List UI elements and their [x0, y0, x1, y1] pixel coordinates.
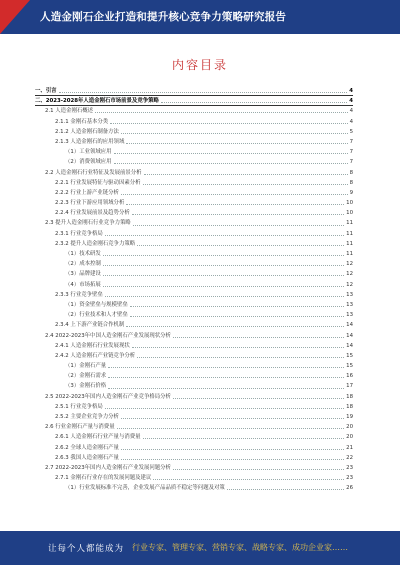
toc-entry-page: 11	[346, 240, 353, 247]
dot-leader	[173, 464, 344, 470]
dot-leader	[108, 383, 344, 389]
toc-entry-label: 2.4.1 人造金刚石行业发展现状	[55, 342, 130, 349]
toc-entry[interactable]	[35, 290, 353, 300]
toc-entry[interactable]	[35, 188, 353, 198]
top-banner	[0, 0, 400, 34]
toc-entry[interactable]	[35, 310, 353, 320]
toc-entry-label: 2.1.3 人造金刚石的应用领域	[55, 138, 125, 145]
toc-entry[interactable]	[35, 371, 353, 381]
toc-entry[interactable]	[35, 320, 353, 330]
toc-entry[interactable]	[35, 392, 353, 402]
dot-leader	[105, 291, 344, 297]
toc-entry-page: 12	[346, 261, 353, 268]
dot-leader	[59, 87, 348, 93]
toc-entry-label: 二、2023-2028年人造金刚石市场前景及竞争策略	[35, 98, 159, 105]
toc-entry-page: 13	[346, 291, 353, 298]
toc-entry-label: （1）行业发展标准不完善，企业发展产品品质不稳定等问题及对策	[65, 485, 225, 492]
toc-entry-page: 18	[346, 393, 353, 400]
toc-entry[interactable]	[35, 280, 353, 290]
toc-entry-page: 5	[349, 128, 353, 135]
toc-entry-label: （1）技术研发	[65, 251, 101, 257]
toc-entry-label: 2.2.4 行业发展前景及趋势分析	[55, 210, 130, 217]
toc-entry-page: 20	[346, 434, 353, 441]
toc-entry[interactable]	[35, 453, 353, 463]
footer-banner	[0, 531, 400, 565]
toc-entry-label: 2.5 2022-2023年国内人造金刚石产业竞争格局分析	[45, 393, 171, 400]
toc-entry-page: 4	[349, 98, 353, 105]
toc-entry[interactable]	[35, 443, 353, 453]
toc-entry-label: 2.7 2022-2023年国内人造金刚石产业发展问题分析	[45, 464, 171, 471]
dot-leader	[144, 169, 348, 175]
toc-entry-page: 9	[349, 189, 353, 196]
toc-entry[interactable]	[35, 341, 353, 351]
toc-entry-page: 11	[346, 220, 353, 227]
toc-entry[interactable]	[35, 208, 353, 218]
toc-entry-page: 11	[346, 230, 353, 237]
toc-entry-label: （4）市场拓展	[65, 281, 101, 288]
toc-entry[interactable]	[35, 432, 353, 442]
toc-entry-page: 12	[346, 281, 353, 288]
toc-entry-label: 2.5.1 行业竞争格局	[55, 403, 103, 410]
footer-slogan: 让每个人都能成为	[48, 544, 125, 554]
toc-entry-label: 2.6 行业金刚石产量与消费量	[45, 424, 115, 431]
toc-entry-label: 2.3.3 行业竞争壁垒	[55, 291, 103, 298]
dot-leader	[137, 352, 344, 358]
toc-entry-page: 23	[346, 464, 353, 471]
toc-entry[interactable]	[35, 218, 353, 228]
toc-entry-label: 2.2.3 行业下游应用领域分析	[55, 200, 125, 207]
toc-entry[interactable]	[35, 249, 353, 259]
toc-entry-page: 7	[349, 159, 353, 166]
dot-leader	[103, 260, 344, 266]
dot-leader	[173, 393, 344, 399]
toc-entry-label: 2.3.1 行业竞争格局	[55, 230, 103, 237]
table-of-contents	[35, 86, 353, 494]
dot-leader	[130, 301, 344, 307]
toc-entry-label: 2.2 人造金刚石行业特征及发展前景分析	[45, 169, 142, 176]
toc-entry-label: 2.1 人造金刚石概述	[45, 108, 94, 115]
dot-leader	[137, 240, 344, 246]
toc-entry[interactable]	[35, 198, 353, 208]
dot-leader	[143, 433, 345, 439]
toc-entry-page: 8	[349, 179, 353, 186]
toc-entry-label: 2.6.2 全球人造金刚石产量	[55, 444, 119, 451]
dot-leader	[143, 179, 348, 185]
toc-entry-label: （2）成本控制	[65, 261, 101, 268]
dot-leader	[121, 454, 344, 460]
toc-entry-page: 4	[349, 88, 353, 94]
toc-entry[interactable]	[35, 269, 353, 279]
toc-entry[interactable]	[35, 127, 353, 137]
toc-entry-page: 23	[346, 475, 353, 482]
toc-entry-label: 2.2.1 行业发展特征与驱动因素分析	[55, 179, 141, 186]
divider	[35, 105, 353, 106]
toc-entry-page: 17	[346, 383, 353, 390]
toc-entry[interactable]	[35, 239, 353, 249]
toc-entry-label: 2.3.4 上下游产业链合作机制	[55, 322, 125, 329]
toc-entry-label: 2.6.3 我国人造金刚石产量	[55, 454, 119, 461]
toc-entry[interactable]	[35, 463, 353, 473]
toc-entry-page: 7	[349, 149, 353, 156]
toc-entry[interactable]	[35, 229, 353, 239]
toc-entry-page: 20	[346, 424, 353, 431]
toc-entry-label: 一、引言	[35, 88, 57, 94]
toc-entry-page: 12	[346, 271, 353, 278]
toc-entry[interactable]	[35, 178, 353, 188]
toc-entry-label: 2.3 提升人造金刚石行业竞争力策略	[45, 220, 131, 227]
red-corner-decoration	[0, 0, 30, 34]
toc-entry-page: 10	[346, 200, 353, 207]
toc-entry[interactable]	[35, 473, 353, 483]
toc-entry-label: 2.5.2 主要企业竞争力分析	[55, 414, 119, 420]
toc-entry-page: 14	[346, 322, 353, 329]
toc-entry[interactable]	[35, 300, 353, 310]
toc-heading: 内容目录	[171, 58, 228, 72]
dot-leader	[130, 311, 344, 317]
toc-entry-label: （3）品牌建设	[65, 271, 101, 278]
footer-tagline: 行业专家、管理专家、营销专家、战略专家、成功企业家……	[132, 543, 348, 552]
toc-entry-label: （1）工业领域应用	[65, 149, 112, 156]
toc-entry[interactable]	[35, 157, 353, 167]
toc-entry-label: 2.4.2 人造金刚石产业链竞争分析	[55, 352, 136, 359]
dot-leader	[153, 474, 344, 480]
dot-leader	[126, 138, 347, 144]
toc-entry[interactable]	[35, 381, 353, 391]
dot-leader	[114, 148, 348, 154]
toc-entry-page: 13	[346, 301, 353, 308]
toc-entry-label: （2）金刚石需求	[65, 373, 107, 380]
dot-leader	[121, 444, 344, 450]
toc-entry-page: 13	[346, 312, 353, 319]
toc-entry-label: （2）行业技术和人才壁垒	[65, 312, 128, 319]
toc-entry-page: 11	[346, 251, 353, 257]
toc-entry-page: 26	[346, 485, 353, 492]
toc-entry-page: 10	[346, 210, 353, 217]
toc-entry[interactable]	[35, 117, 353, 127]
toc-entry-page: 19	[346, 414, 353, 420]
toc-entry[interactable]	[35, 331, 353, 341]
dot-leader	[103, 270, 344, 276]
toc-entry-page: 14	[346, 342, 353, 349]
toc-entry-label: 2.1.1 金刚石基本分类	[55, 118, 109, 125]
dot-leader	[133, 220, 344, 226]
toc-entry[interactable]	[35, 351, 353, 361]
toc-entry-label: 2.6.1 人造金刚石行业产量与消费量	[55, 434, 141, 441]
toc-entry-label: （1）资金壁垒与规模壁垒	[65, 301, 128, 308]
dot-leader	[126, 321, 344, 327]
toc-entry-page: 15	[346, 363, 353, 370]
dot-leader	[132, 209, 344, 215]
toc-entry-page: 21	[346, 444, 353, 451]
dot-leader	[105, 230, 344, 236]
toc-entry[interactable]	[35, 259, 353, 269]
dot-leader	[121, 128, 348, 134]
report-title: 人造金刚石企业打造和提升核心竞争力策略研究报告	[40, 11, 287, 23]
toc-entry-page: 14	[346, 332, 353, 339]
toc-entry-page: 16	[346, 373, 353, 380]
toc-entry[interactable]	[35, 137, 353, 147]
dot-leader	[121, 189, 348, 195]
toc-entry-page: 8	[349, 169, 353, 176]
toc-entry-label: 2.4 2022-2023年中国人造金刚石产业发展现状分析	[45, 332, 171, 339]
dot-leader	[114, 158, 348, 164]
dot-leader	[121, 413, 344, 419]
toc-entry-page: 4	[349, 118, 353, 125]
dot-leader	[110, 118, 347, 124]
toc-entry-label: （1）金刚石产量	[65, 363, 107, 370]
toc-entry-label: 2.1.2 人造金刚石制备方法	[55, 128, 119, 135]
toc-entry[interactable]	[35, 106, 353, 116]
toc-entry[interactable]	[35, 483, 353, 493]
dot-leader	[105, 403, 344, 409]
dot-leader	[103, 281, 344, 287]
dot-leader	[132, 342, 344, 348]
toc-entry-label: 2.2.2 行业上游产业链分析	[55, 189, 119, 196]
dot-leader	[173, 332, 344, 338]
toc-entry[interactable]	[35, 147, 353, 157]
toc-entry[interactable]	[35, 168, 353, 178]
toc-entry-label: （3）金刚石价格	[65, 383, 107, 390]
toc-entry-page: 4	[349, 108, 353, 115]
toc-entry-page: 7	[349, 138, 353, 145]
toc-entry[interactable]	[35, 422, 353, 432]
toc-entry-label: （2）消费领域应用	[65, 159, 112, 166]
dot-leader	[117, 423, 345, 429]
dot-leader	[161, 97, 347, 103]
toc-entry-page: 18	[346, 403, 353, 410]
dot-leader	[108, 372, 344, 378]
toc-entry-label: 2.3.2 提升人造金刚石竞争力策略	[55, 240, 136, 247]
toc-entry[interactable]	[35, 412, 353, 422]
toc-entry[interactable]	[35, 402, 353, 412]
divider	[35, 95, 353, 96]
toc-entry-label: 2.7.1 金刚石行业存在的发展问题及建议	[55, 475, 152, 482]
toc-entry-page: 22	[346, 454, 353, 461]
dot-leader	[126, 199, 344, 205]
toc-entry[interactable]	[35, 361, 353, 371]
dot-leader	[103, 250, 344, 256]
toc-entry-page: 15	[346, 352, 353, 359]
dot-leader	[227, 484, 344, 490]
dot-leader	[108, 362, 344, 368]
dot-leader	[95, 107, 348, 113]
